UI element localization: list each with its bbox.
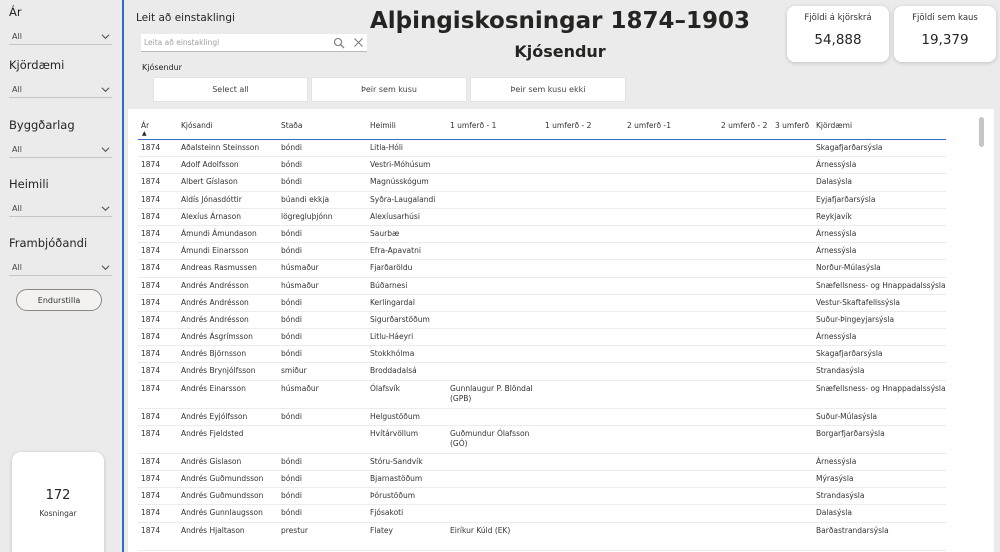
table-cell: Guðmundur Ólafsson (GÓ) <box>450 428 530 448</box>
table-cell: Vestri-Móhúsum <box>370 160 431 170</box>
slicer-value: All <box>12 262 22 272</box>
column-header[interactable]: 2 umferð - 2 <box>721 121 768 130</box>
table-row[interactable] <box>138 295 946 312</box>
table-row[interactable] <box>138 278 946 295</box>
table-cell: Borgarfjarðarsýsla <box>816 428 885 438</box>
filter-sidebar <box>0 0 122 552</box>
table-header <box>138 117 946 140</box>
table-row[interactable] <box>138 409 946 426</box>
slicer-value: All <box>12 203 22 213</box>
card-label: Fjöldi á kjörskrá <box>804 13 872 23</box>
table-cell: bóndi <box>281 160 302 170</box>
slicer-dropdown[interactable] <box>9 81 112 98</box>
slicer-dropdown[interactable] <box>9 141 112 158</box>
not-voted-button[interactable]: Þeir sem kusu ekki <box>470 77 626 102</box>
table-cell: bóndi <box>281 349 302 359</box>
slicer-value: All <box>12 144 22 154</box>
table-cell: Árnessýsla <box>816 160 857 170</box>
table-cell: Suður-Múlasýsla <box>816 411 878 421</box>
table-cell: Andreas Rasmussen <box>181 263 257 273</box>
table-cell: Skagafjarðarsýsla <box>816 143 883 152</box>
column-header[interactable]: 1 umferð - 2 <box>545 121 592 130</box>
table-row[interactable] <box>138 157 946 174</box>
table-cell: Árnessýsla <box>816 456 857 466</box>
page-title: Alþingiskosningar 1874–1903 <box>369 8 751 34</box>
table-cell: Mýrasýsla <box>816 474 854 483</box>
column-header[interactable]: Kjósandi <box>181 121 213 130</box>
table-cell: Andrés Björnsson <box>181 349 247 359</box>
table-cell: Árnessýsla <box>816 246 857 256</box>
slicer-label: Byggðarlag <box>9 118 75 132</box>
table-cell: 1874 <box>141 349 161 359</box>
table-cell: Syðra-Laugalandi <box>370 194 436 204</box>
chevron-down-icon <box>101 204 110 213</box>
table-cell: húsmaður <box>281 280 319 290</box>
column-header[interactable]: 3 umferð <box>775 121 810 130</box>
table-row[interactable] <box>138 505 946 522</box>
slicer-label: Ár <box>9 5 22 19</box>
table-row[interactable] <box>138 140 946 157</box>
table-cell: bóndi <box>281 297 302 307</box>
voters-table <box>128 109 994 552</box>
table-cell: 1874 <box>141 263 161 273</box>
table-cell: bóndi <box>281 508 302 518</box>
elections-count-card <box>12 452 104 552</box>
table-cell: Dalasýsla <box>816 508 852 518</box>
column-header[interactable]: Kjördæmi <box>816 121 853 130</box>
table-cell: 1874 <box>141 143 161 152</box>
page-subtitle: Kjósendur <box>514 42 606 61</box>
slicer-ar <box>9 4 112 45</box>
table-cell: Stóru-Sandvík <box>370 456 423 466</box>
table-cell: 1874 <box>141 332 161 342</box>
table-cell: 1874 <box>141 383 161 393</box>
table-cell: Flatey <box>370 525 393 535</box>
table-cell: Reykjavík <box>816 211 852 221</box>
chevron-down-icon <box>101 145 110 154</box>
slicer-dropdown[interactable] <box>9 28 112 45</box>
table-cell: Þórustöðum <box>370 491 416 501</box>
table-row[interactable] <box>138 488 946 505</box>
voted-button[interactable]: Þeir sem kusu <box>311 77 467 102</box>
table-cell: Helgustöðum <box>370 411 420 421</box>
table-cell: Sigurðarstöðum <box>370 314 430 324</box>
table-cell: bóndi <box>281 314 302 324</box>
table-cell: Magnússkógum <box>370 177 429 187</box>
table-cell: Fjarðaröldu <box>370 263 413 273</box>
table-cell: bóndi <box>281 456 302 466</box>
table-cell: Alexíus Árnason <box>181 211 241 221</box>
table-cell: Andrés Guðmundsson <box>181 474 264 483</box>
table-row[interactable] <box>138 226 946 243</box>
table-cell: 1874 <box>141 246 161 256</box>
column-header[interactable]: Ár <box>141 121 150 130</box>
table-cell: Eiríkur Kúld (EK) <box>450 525 511 535</box>
table-cell: Andrés Brynjólfsson <box>181 366 256 376</box>
chevron-down-icon <box>101 263 110 272</box>
table-row[interactable] <box>138 209 946 226</box>
table-cell: Saurbæ <box>370 228 400 238</box>
table-cell: búandi ekkja <box>281 194 330 204</box>
search-title: Leit að einstaklingi <box>136 12 235 24</box>
table-cell: Albert Gíslason <box>181 177 238 187</box>
table-cell: bóndi <box>281 228 302 238</box>
table-cell: bóndi <box>281 474 302 483</box>
table-cell: Bjarnastöðum <box>370 474 423 483</box>
table-cell: Strandasýsla <box>816 491 865 501</box>
card-value: 54,888 <box>814 32 862 48</box>
table-cell: Árnessýsla <box>816 228 857 238</box>
table-cell: prestur <box>281 525 308 535</box>
table-cell: Ámundi Einarsson <box>181 246 249 256</box>
chevron-down-icon <box>101 85 110 94</box>
table-cell: 1874 <box>141 525 161 535</box>
chevron-down-icon <box>101 32 110 41</box>
table-cell: Andrés Hjaltason <box>181 525 245 535</box>
table-cell: Snæfellsness- og Hnappadalssýsla <box>816 280 946 290</box>
table-row[interactable] <box>138 260 946 277</box>
table-row[interactable] <box>138 192 946 209</box>
table-cell: Snæfellsness- og Hnappadalssýsla <box>816 383 946 393</box>
table-cell: smiður <box>281 366 307 376</box>
table-cell: 1874 <box>141 456 161 466</box>
table-cell: Andrés Ásgrímsson <box>181 332 253 342</box>
vertical-scrollbar[interactable] <box>979 117 984 147</box>
slicer-heimili <box>9 176 112 217</box>
table-row[interactable] <box>138 243 946 260</box>
table-cell: Andrés Andrésson <box>181 297 249 307</box>
slicer-byggdarlag <box>9 117 112 158</box>
column-header[interactable]: Staða <box>281 121 303 130</box>
table-cell: Andrés Eyjólfsson <box>181 411 248 421</box>
table-cell: Aðalsteinn Steinsson <box>181 143 260 152</box>
slicer-frambjodandi <box>9 235 112 276</box>
table-row[interactable] <box>138 346 946 363</box>
table-cell: lögregluþjónn <box>281 211 333 221</box>
slicer-value: All <box>12 84 22 94</box>
sort-ascending-icon: ▲ <box>142 130 147 137</box>
table-body <box>138 140 946 551</box>
table-row[interactable] <box>138 329 946 346</box>
slicer-kjordaemi <box>9 57 112 98</box>
table-cell: Vestur-Skaftafellssýsla <box>816 297 900 307</box>
table-cell: Skagafjarðarsýsla <box>816 349 883 359</box>
table-cell: Fjósakoti <box>370 508 404 518</box>
table-cell: bóndi <box>281 177 302 187</box>
table-cell: Búðarnesi <box>370 280 408 290</box>
card-value: 19,379 <box>921 32 969 48</box>
table-cell: 1874 <box>141 314 161 324</box>
search-icon[interactable] <box>333 37 345 49</box>
table-cell: 1874 <box>141 194 161 204</box>
table-cell: Eyjafjarðarsýsla <box>816 194 876 204</box>
slicer-label: Frambjóðandi <box>9 236 88 250</box>
table-cell: Barðastrandarsýsla <box>816 525 889 535</box>
table-cell: 1874 <box>141 411 161 421</box>
table-cell: 1874 <box>141 491 161 501</box>
table-cell: 1874 <box>141 228 161 238</box>
sidebar-divider <box>122 0 124 552</box>
table-cell: Alexíusarhúsi <box>370 211 420 221</box>
table-cell: bóndi <box>281 332 302 342</box>
table-row[interactable] <box>138 312 946 329</box>
table-cell: Stokkhólma <box>370 349 415 359</box>
table-cell: Andrés Andrésson <box>181 314 249 324</box>
table-cell: Hvítárvöllum <box>370 428 419 438</box>
table-cell: Kerlingardal <box>370 297 415 307</box>
slicer-label: Kjördæmi <box>9 58 65 72</box>
card-label: Fjöldi sem kaus <box>912 13 978 23</box>
table-row[interactable] <box>138 454 946 471</box>
column-header[interactable]: 2 umferð -1 <box>627 121 672 130</box>
table-cell: Andrés Gunnlaugsson <box>181 508 263 518</box>
count-label: Kosningar <box>39 509 77 518</box>
table-cell: 1874 <box>141 366 161 376</box>
table-cell: Andrés Gíslason <box>181 456 242 466</box>
table-cell: 1874 <box>141 177 161 187</box>
column-header[interactable]: Heimili <box>370 121 396 130</box>
table-cell: Andrés Guðmundsson <box>181 491 264 501</box>
table-cell: Suður-Þingeyjarsýsla <box>816 314 895 324</box>
column-header[interactable]: 1 umferð - 1 <box>450 121 497 130</box>
table-cell: Broddadalsá <box>370 366 417 376</box>
table-cell: Andrés Einarsson <box>181 383 246 393</box>
table-cell: Norður-Múlasýsla <box>816 263 881 273</box>
table-row[interactable] <box>138 174 946 191</box>
table-cell: Strandasýsla <box>816 366 865 376</box>
table-cell: húsmaður <box>281 263 319 273</box>
slicer-dropdown[interactable] <box>9 259 112 276</box>
registered-card <box>787 6 889 62</box>
table-cell: Adolf Adolfsson <box>181 160 239 170</box>
voted-card <box>894 6 996 62</box>
table-cell: Dalasýsla <box>816 177 852 187</box>
table-cell: Gunnlaugur P. Blöndal (GPB) <box>450 383 533 403</box>
table-cell: Efra-Apavatni <box>370 246 421 256</box>
table-cell: bóndi <box>281 246 302 256</box>
table-cell: 1874 <box>141 508 161 518</box>
table-cell: 1874 <box>141 428 161 438</box>
table-cell: Andrés Fjeldsted <box>181 428 244 438</box>
table-cell: Aldís Jónasdóttir <box>181 194 242 204</box>
table-row[interactable] <box>138 426 946 454</box>
table-cell: 1874 <box>141 474 161 483</box>
table-cell: 1874 <box>141 280 161 290</box>
table-row[interactable] <box>138 523 946 551</box>
reset-button[interactable]: Endurstilla <box>16 289 102 311</box>
slicer-dropdown[interactable] <box>9 200 112 217</box>
table-cell: Litlu-Háeyri <box>370 332 414 342</box>
table-cell: Litla-Hóli <box>370 143 403 152</box>
count-value: 172 <box>45 488 71 503</box>
table-cell: bóndi <box>281 411 302 421</box>
table-cell: 1874 <box>141 297 161 307</box>
table-cell: bóndi <box>281 491 302 501</box>
table-cell: Ólafsvík <box>370 383 400 393</box>
table-cell: bóndi <box>281 143 302 152</box>
table-cell: húsmaður <box>281 383 319 393</box>
table-cell: Andrés Andrésson <box>181 280 249 290</box>
table-cell: Ámundi Ámundason <box>181 228 257 238</box>
table-cell: 1874 <box>141 160 161 170</box>
table-row[interactable] <box>138 363 946 380</box>
search-input[interactable] <box>141 38 331 47</box>
select-all-button[interactable]: Select all <box>153 77 308 102</box>
kjosendur-label: Kjósendur <box>142 63 182 72</box>
search-box <box>141 34 367 52</box>
slicer-label: Heimili <box>9 177 49 191</box>
table-cell: 1874 <box>141 211 161 221</box>
table-row[interactable] <box>138 381 946 409</box>
table-row[interactable] <box>138 471 946 488</box>
slicer-value: All <box>12 31 22 41</box>
table-cell: Árnessýsla <box>816 332 857 342</box>
